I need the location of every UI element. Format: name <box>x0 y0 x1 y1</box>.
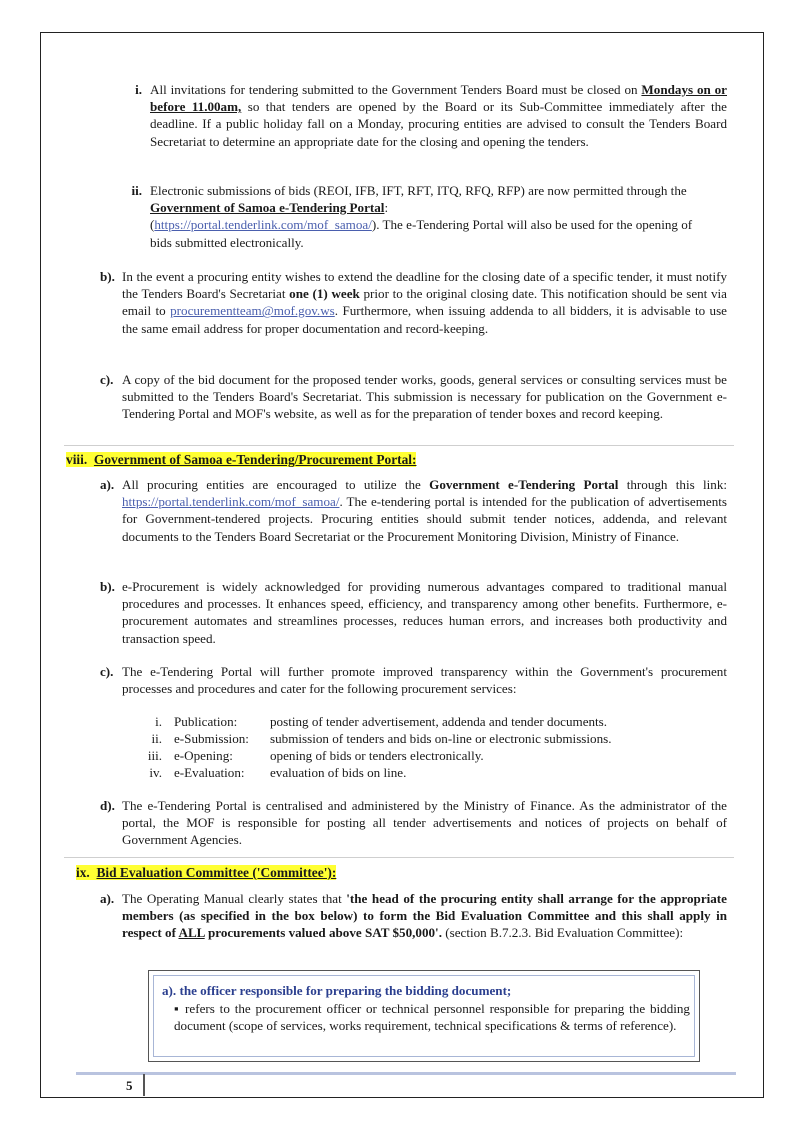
ix-a-text-2: (section B.7.2.3. Bid Evaluation Committee): <box>441 925 684 941</box>
section-ix-title: Bid Evaluation Committee ('Committee'): <box>96 865 337 880</box>
viii-b-marker: b). <box>100 579 115 594</box>
section-viii-divider <box>64 445 734 446</box>
item-ii-text-3: ). The e-Tendering Portal will also be used for the opening of bids submitted electronically. <box>150 217 693 250</box>
service-term: e-Opening: <box>174 748 233 763</box>
section-viii-title: Government of Samoa e-Tendering/Procurement Portal: <box>93 452 417 467</box>
item-c-marker: c). <box>100 372 114 387</box>
item-ii-portal-name: Government of Samoa e-Tendering Portal <box>150 200 385 216</box>
box-body-text: refers to the procurement officer or technical personnel responsible for preparing the bidding document (scope of services, works requirement, technical specifications & terms of reference). <box>174 1001 690 1034</box>
viii-a-text-1: All procuring entities are encouraged to utilize the <box>122 477 430 492</box>
box-title: a). the officer responsible for preparing the bidding document; <box>162 983 512 998</box>
section-ix-heading <box>76 864 336 881</box>
service-number: ii. <box>151 731 162 746</box>
service-row <box>136 747 484 764</box>
item-b-marker: b). <box>100 269 115 284</box>
bullet-icon: ▪ <box>174 1001 181 1016</box>
ix-a-marker: a). <box>100 891 115 906</box>
item-ii-text-1: Electronic submissions of bids (REOI, IFB, IFT, RFT, ITQ, RFQ, RFP) are now permitted through the <box>150 183 687 198</box>
ix-a-quote-2: procurements valued above SAT $50,000'. <box>204 925 442 941</box>
item-ii-portal-link[interactable]: https://portal.tenderlink.com/mof_samoa/ <box>154 217 372 233</box>
viii-a-paragraph <box>122 476 727 545</box>
item-b-text-3: . Furthermore, when issuing addenda to all bidders, it is advisable to use the same email address for proper documentation and record-keeping. <box>122 303 727 336</box>
service-number: i. <box>155 714 162 729</box>
section-ix-divider <box>64 857 734 858</box>
ix-a-text-1: The Operating Manual clearly states that <box>122 891 347 906</box>
item-i-text-2: so that tenders are opened by the Board or its Sub-Committee immediately after the deadline. If a public holiday fall on a Monday, procuring entities are advised to consult the Tenders Board Secretariat to determine an appropriate date for the closing and opening the tenders. <box>150 99 727 149</box>
service-term: Publication: <box>174 714 238 729</box>
service-term: e-Submission: <box>174 731 249 746</box>
service-row <box>136 764 406 781</box>
ix-a-quote-1: 'the head of the procuring entity shall arrange for the appropriate members (as specified in the box below) to form the Bid Evaluation Committee and this shall apply in respect of <box>122 891 727 941</box>
section-ix-marker: ix. <box>76 865 90 880</box>
item-b-paragraph <box>122 268 727 337</box>
service-row <box>136 713 607 730</box>
viii-a-text-2: through this link: <box>618 477 728 492</box>
service-description: opening of bids or tenders electronically. <box>270 748 484 763</box>
service-number: iii. <box>147 748 162 763</box>
viii-a-emphasis: Government e-Tendering Portal <box>429 477 619 492</box>
service-number: iv. <box>149 765 162 780</box>
item-b-text-1: In the event a procuring entity wishes to extend the deadline for the closing date of a specific tender, it must notify the Tenders Board's Secretariat <box>122 269 727 302</box>
item-i-marker: i. <box>135 82 142 97</box>
item-ii-text-2: : <box>384 200 389 216</box>
committee-member-box <box>148 970 700 1062</box>
service-description: posting of tender advertisement, addenda and tender documents. <box>270 714 608 729</box>
viii-a-portal-link[interactable]: https://portal.tenderlink.com/mof_samoa/ <box>122 494 340 510</box>
page-number: 5 <box>126 1078 133 1093</box>
item-i-paragraph <box>150 81 727 150</box>
ix-a-paragraph <box>122 890 727 942</box>
viii-a-text-3: . The e-tendering portal is intended for the publication of advertisements for Government-tendered projects. Procuring entities should submit tender notices, addenda, and relevant documents to the Tenders Board Secretariat or the Procurement Monitoring Division, Ministry of Finance. <box>122 494 727 544</box>
viii-a-marker: a). <box>100 477 115 492</box>
item-ii-marker: ii. <box>131 183 142 198</box>
service-term: e-Evaluation: <box>174 765 245 780</box>
viii-b-paragraph: e-Procurement is widely acknowledged for providing numerous advantages compared to traditional manual procedures and processes. It enhances speed, efficiency, and transparency among other benefits. Furthermore, e-procurement automates and streamlines processes, reduces human errors, and increases both productivity and transaction speed. <box>122 579 727 646</box>
item-i-deadline-emphasis: Mondays on or before 11.00am, <box>150 82 727 115</box>
ix-a-quote-all: ALL <box>178 925 205 941</box>
service-row <box>136 730 612 747</box>
item-ii-paragraph: Electronic submissions of bids (REOI, IFB, IFT, RFT, ITQ, RFQ, RFP) are now permitted through the Government of Samoa e-Tendering Portal: (https://portal.tenderlink.com/mof_samoa/). The e-Tendering Portal will also be used for the opening of bids submitted electronically. <box>150 183 693 250</box>
section-viii-marker: viii. <box>66 452 88 467</box>
page-number-separator <box>143 1074 145 1096</box>
viii-c-marker: c). <box>100 664 114 679</box>
service-description: submission of tenders and bids on-line or electronic submissions. <box>270 731 612 746</box>
item-b-text-2: prior to the original closing date. This notification should be sent via email to <box>122 286 727 319</box>
item-c-paragraph: A copy of the bid document for the proposed tender works, goods, general services or consulting services must be submitted to the Tenders Board's Secretariat. This submission is necessary for publication on the Government e-Tendering Portal and MOF's website, as well as for the preparation of tender boxes and record keeping. <box>122 372 727 422</box>
service-description: evaluation of bids on line. <box>270 765 407 780</box>
viii-d-paragraph: The e-Tendering Portal is centralised and administered by the Ministry of Finance. As the administrator of the portal, the MOF is responsible for posting all tender advertisements and notices of projects on behalf of Government Agencies. <box>122 798 727 848</box>
item-b-email-link[interactable]: procurementteam@mof.gov.ws <box>170 303 335 319</box>
box-body <box>174 1000 690 1034</box>
viii-c-paragraph: The e-Tendering Portal will further promote improved transparency within the Government's procurement processes and procedures and cater for the following procurement services: <box>122 664 727 697</box>
item-i-text-1: All invitations for tendering submitted to the Government Tenders Board must be closed on <box>150 82 638 97</box>
item-b-emphasis: one (1) week <box>289 286 360 302</box>
committee-member-box-inner <box>153 975 695 1057</box>
section-viii-heading <box>66 451 416 468</box>
footer-rule <box>76 1072 736 1075</box>
viii-d-marker: d). <box>100 798 115 813</box>
